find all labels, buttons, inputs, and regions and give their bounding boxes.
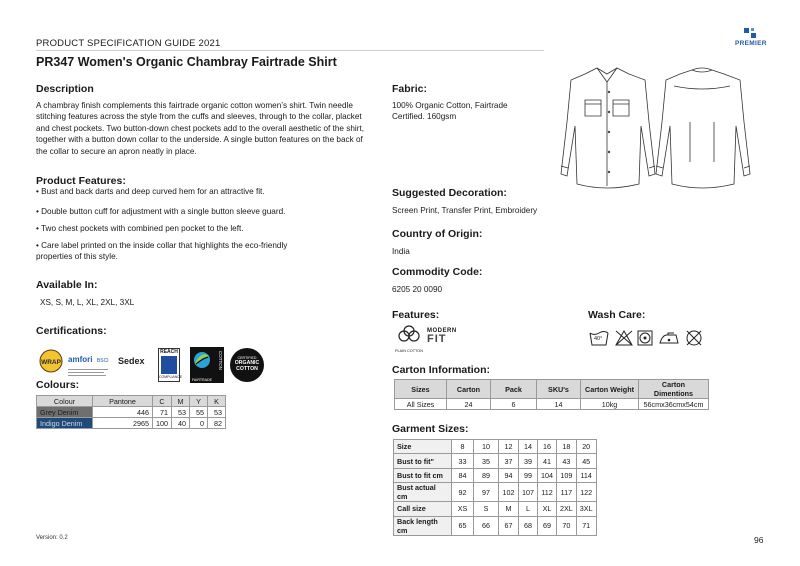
size-row [394,440,597,454]
wash-care-heading: Wash Care: [588,309,646,321]
size-row [394,483,597,502]
colours-header-row [37,396,226,407]
size-cell: 16 [538,440,557,454]
size-cell: 84 [452,468,474,482]
carton-table [394,379,709,410]
amfori-text: amfori [68,355,93,364]
colour-row [37,407,226,418]
available-in-heading: Available In: [36,279,98,291]
colours-heading: Colours: [36,379,80,391]
product-title: PR347 Women's Organic Chambray Fairtrade Shirt [36,55,337,69]
version-label: Version: 0.2 [36,535,68,541]
wrap-logo [38,349,64,373]
shirt-back-drawing [656,68,750,188]
feature-item-2: • Double button cuff for adjustment with a single button sleeve guard. [36,207,286,216]
size-cell: 10 [474,440,499,454]
carton-heading: Carton Information: [392,364,490,376]
brand-name: PREMIER [735,40,767,47]
origin-text: India [392,247,410,256]
feature-item-3: • Two chest pockets with combined pen pocket to the left. [36,224,244,233]
guide-title: PRODUCT SPECIFICATION GUIDE 2021 [36,38,221,49]
size-cell: S [474,502,499,516]
product-features-heading: Product Features: [36,175,126,187]
size-cell: 68 [519,516,538,535]
size-row [394,516,597,535]
tumble-dry-icon [638,331,652,345]
colours-table [36,395,226,429]
size-row-label: Bust to fit" [394,454,452,468]
organic-mid: ORGANIC [234,360,260,366]
available-sizes: XS, S, M, L, XL, 2XL, 3XL [40,298,135,307]
k-header: K [208,396,226,407]
fairtrade-logo [190,347,214,383]
size-cell: 102 [499,483,519,502]
size-cell: 117 [557,483,577,502]
size-cell: 107 [519,483,538,502]
pantone-header: Pantone [93,396,153,407]
size-cell: XS [452,502,474,516]
size-cell: 20 [576,440,596,454]
size-row [394,454,597,468]
no-bleach-icon [616,331,632,345]
c-header: C [153,396,172,407]
size-cell: 37 [499,454,519,468]
size-row [394,468,597,482]
iron-icon [660,333,678,343]
colour-pantone: 2965 [93,418,153,429]
colour-y: 0 [190,418,208,429]
size-cell: 39 [519,454,538,468]
fabric-heading: Fabric: [392,83,428,95]
cotton-text: COTTON [218,351,223,370]
y-header: Y [190,396,208,407]
carton-header-pack: Pack [491,380,537,399]
fit-label: FIT [427,333,447,345]
organic-cotton-logo [230,348,264,382]
wrap-text: WRAP [41,359,61,366]
colour-m: 53 [172,407,190,418]
page-number: 96 [754,535,764,545]
feature-item-4: • Care label printed on the inside collar that highlights the eco-friendly properties of this style. [36,241,288,262]
size-cell: 66 [474,516,499,535]
size-cell: 109 [557,468,577,482]
size-cell: 70 [557,516,577,535]
garment-sizes-heading: Garment Sizes: [392,423,469,435]
plain-cotton-label: PLAIN COTTON [395,349,423,353]
colour-c: 71 [153,407,172,418]
header-divider [36,50,544,51]
origin-heading: Country of Origin: [392,228,483,240]
carton-header-weight: Carton Weight [581,380,639,399]
carton-weight: 10kg [581,399,639,410]
fairtrade-text: FAIRTRADE [191,378,213,382]
shirt-technical-drawing [545,62,760,192]
size-cell: 43 [557,454,577,468]
colour-pantone: 446 [93,407,153,418]
colour-row [37,418,226,429]
features-heading: Features: [392,309,440,321]
size-cell: XL [538,502,557,516]
modern-label: MODERN [427,328,457,334]
size-cell: 69 [538,516,557,535]
modern-fit-icon [427,328,457,350]
carton-header-dimensions: Carton Dimentions [639,380,709,399]
size-cell: 3XL [576,502,596,516]
size-row-label: Size [394,440,452,454]
size-cell: 71 [576,516,596,535]
size-row-label: Call size [394,502,452,516]
carton-count: 24 [447,399,491,410]
organic-top: CERTIFIED [237,356,257,360]
size-cell: 92 [452,483,474,502]
colour-y: 55 [190,407,208,418]
colour-k: 53 [208,407,226,418]
carton-header-carton: Carton [447,380,491,399]
feature-item-1: • Bust and back darts and deep curved hem for an attractive fit. [36,187,265,196]
fabric-text: 100% Organic Cotton, Fairtrade Certified. 160gsm [392,101,508,122]
size-cell: 41 [538,454,557,468]
commodity-heading: Commodity Code: [392,266,483,278]
carton-row [395,399,709,410]
decoration-heading: Suggested Decoration: [392,187,507,199]
amfori-sub: BSCI [96,358,109,364]
cotton-strip [214,347,224,383]
size-cell: 104 [538,468,557,482]
decoration-text: Screen Print, Transfer Print, Embroidery [392,206,538,215]
size-cell: 12 [499,440,519,454]
size-cell: 67 [499,516,519,535]
size-cell: M [499,502,519,516]
colour-k: 82 [208,418,226,429]
carton-sizes: All Sizes [395,399,447,410]
reach-logo [158,348,183,382]
size-cell: 2XL [557,502,577,516]
colour-m: 40 [172,418,190,429]
shirt-front-drawing [561,68,655,188]
wash-temp: 40° [594,336,603,342]
description-text: A chambray finish complements this fairtrade organic cotton women’s shirt. Twin needle stitching features across the style from the cuffs and sleeves, through to the collar, placket and chest pockets. Two button-down chest pockets add to the overall aesthetic of the shirt, together with a button down collar to the underside. A single button features on the back of the collar to secure an apron neatly in place. [36,101,364,156]
size-cell: 112 [538,483,557,502]
size-cell: 89 [474,468,499,482]
size-cell: 33 [452,454,474,468]
carton-skus: 14 [537,399,581,410]
no-dry-clean-icon [687,331,701,345]
colour-c: 100 [153,418,172,429]
colour-header: Colour [37,396,93,407]
size-cell: 8 [452,440,474,454]
description-heading: Description [36,83,94,95]
size-cell: 65 [452,516,474,535]
m-header: M [172,396,190,407]
plain-cotton-icon [395,324,423,356]
size-cell: 97 [474,483,499,502]
reach-top: REACH [160,349,178,355]
certifications-heading: Certifications: [36,325,107,337]
size-cell: 18 [557,440,577,454]
carton-header-row [395,380,709,399]
size-row-label: Bust actual cm [394,483,452,502]
commodity-text: 6205 20 0090 [392,285,443,294]
size-cell: 35 [474,454,499,468]
size-row [394,502,597,516]
wash-care-symbols [588,327,718,349]
carton-header-sizes: Sizes [395,380,447,399]
size-cell: 14 [519,440,538,454]
organic-bottom: COTTON [236,366,258,372]
premier-logo [732,28,772,50]
size-cell: 45 [576,454,596,468]
amfori-logo [68,349,116,373]
reach-bottom: COMPLIANCE [159,375,183,379]
garment-sizes-table [393,439,597,536]
carton-dimensions: 56cmx36cmx54cm [639,399,709,410]
size-cell: L [519,502,538,516]
size-row-label: Back length cm [394,516,452,535]
colour-name: Grey Denim [37,407,93,418]
carton-pack: 6 [491,399,537,410]
size-cell: 114 [576,468,596,482]
size-cell: 99 [519,468,538,482]
colour-name: Indigo Denim [37,418,93,429]
sedex-logo: Sedex [118,356,145,366]
carton-header-skus: SKU's [537,380,581,399]
size-cell: 94 [499,468,519,482]
size-cell: 122 [576,483,596,502]
size-row-label: Bust to fit cm [394,468,452,482]
